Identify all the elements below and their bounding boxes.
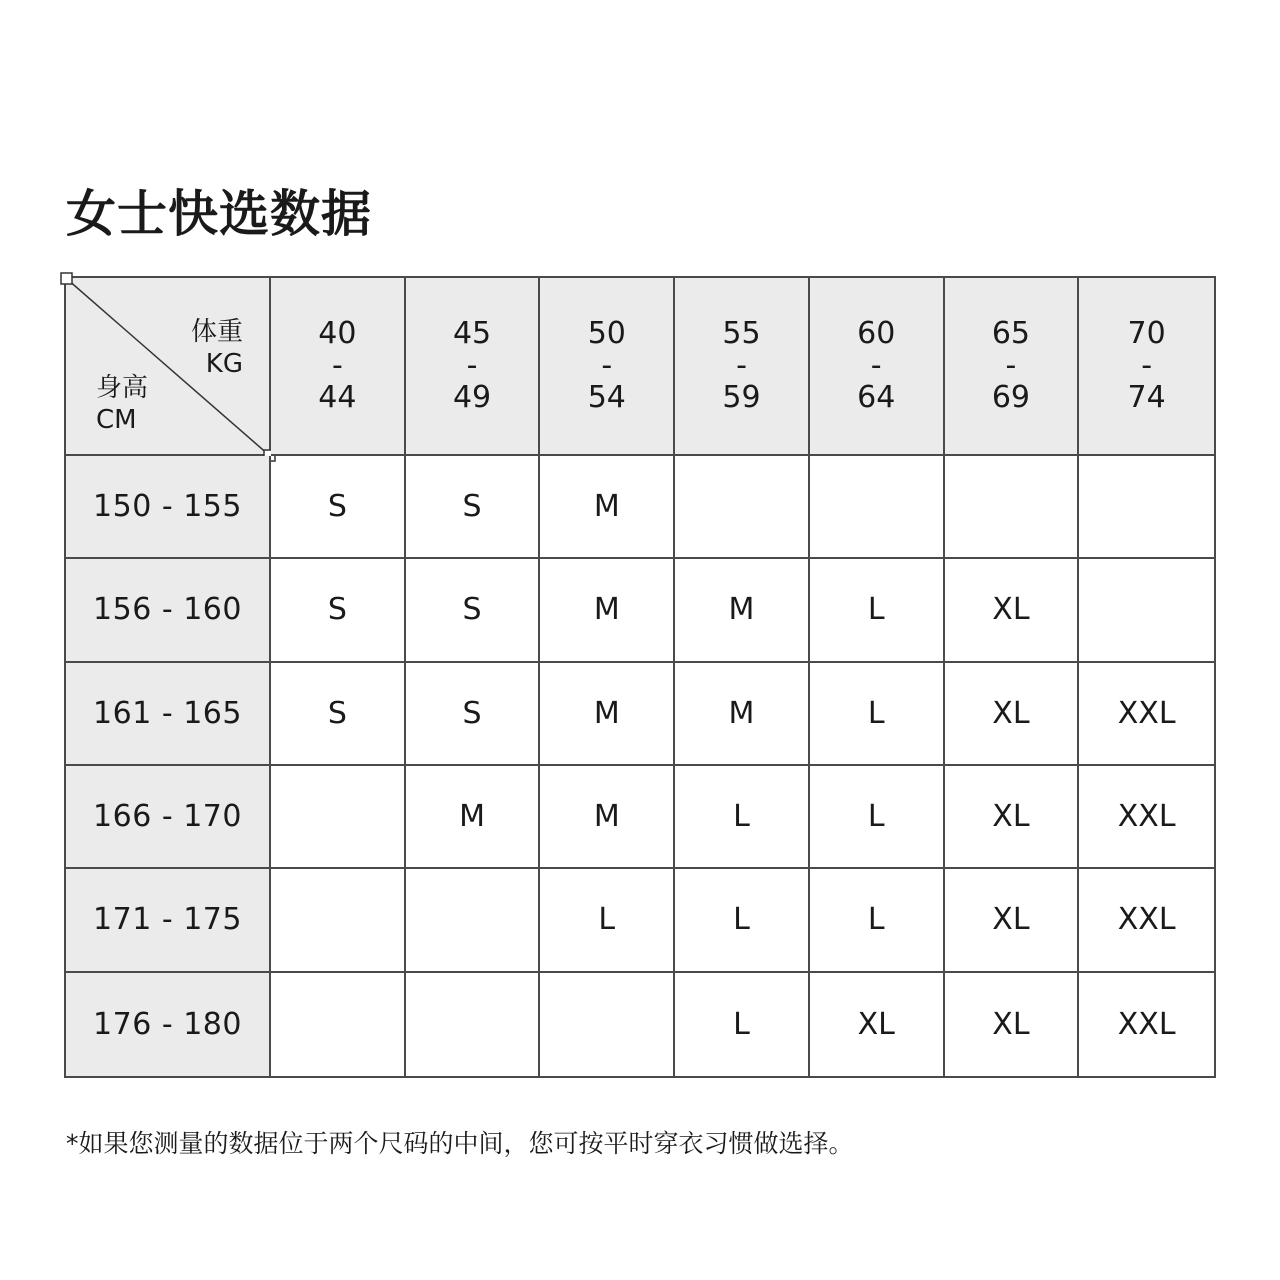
weight-range-separator: - — [601, 348, 613, 383]
size-cell: S — [406, 456, 541, 559]
size-cell: XXL — [1079, 869, 1214, 972]
weight-range-header — [406, 278, 541, 456]
weight-range-separator: - — [466, 348, 478, 383]
weight-range-header — [675, 278, 810, 456]
size-cell: L — [810, 559, 945, 662]
weight-range-from: 70 — [1127, 316, 1166, 351]
size-cell: S — [406, 559, 541, 662]
size-cell: S — [271, 559, 406, 662]
weight-range-header — [945, 278, 1080, 456]
size-cell: M — [540, 663, 675, 766]
size-cell: L — [675, 973, 810, 1076]
weight-range-to: 74 — [1127, 380, 1166, 415]
weight-range-separator: - — [736, 348, 747, 383]
footnote: *如果您测量的数据位于两个尺码的中间，您可按平时穿衣习惯做选择。 — [66, 1129, 854, 1158]
size-cell — [540, 973, 675, 1076]
height-range-header: 166 - 170 — [66, 766, 271, 869]
weight-range-separator: - — [870, 348, 882, 383]
weight-range-from: 65 — [991, 316, 1031, 351]
size-chart-table — [64, 276, 1216, 1078]
height-unit: CM — [96, 405, 137, 435]
size-cell — [675, 456, 810, 559]
height-axis-label — [96, 372, 148, 436]
weight-range-to: 54 — [587, 380, 626, 415]
height-range-header: 171 - 175 — [66, 869, 271, 972]
size-cell: XL — [945, 663, 1080, 766]
size-cell: S — [406, 663, 541, 766]
size-cell — [1079, 456, 1214, 559]
weight-range-separator: - — [1141, 348, 1153, 383]
height-range-header: 176 - 180 — [66, 973, 271, 1076]
weight-range-from: 40 — [318, 316, 357, 351]
size-cell: M — [675, 559, 810, 662]
weight-range-to: 64 — [857, 380, 896, 415]
size-cell: L — [810, 869, 945, 972]
height-range-header: 156 - 160 — [66, 559, 271, 662]
weight-range-from: 50 — [587, 316, 626, 351]
size-cell: XL — [945, 973, 1080, 1076]
weight-range-header — [271, 278, 406, 456]
size-cell: M — [675, 663, 810, 766]
size-cell: M — [540, 559, 675, 662]
size-cell — [271, 766, 406, 869]
size-cell: M — [540, 766, 675, 869]
size-cell: L — [540, 869, 675, 972]
weight-range-to: 59 — [722, 380, 761, 415]
weight-range-header — [1079, 278, 1214, 456]
size-cell: L — [675, 869, 810, 972]
weight-label: 体重 — [190, 317, 243, 347]
size-cell — [406, 973, 541, 1076]
size-cell: S — [271, 456, 406, 559]
weight-range-from: 60 — [857, 316, 896, 351]
height-label: 身高 — [96, 373, 149, 403]
weight-range-to: 69 — [991, 380, 1031, 415]
size-cell — [406, 869, 541, 972]
size-cell: XL — [945, 559, 1080, 662]
weight-range-from: 45 — [452, 316, 492, 351]
size-cell — [810, 456, 945, 559]
page-title: 女士快选数据 — [66, 185, 372, 243]
table-corner-header — [66, 278, 271, 456]
size-cell: XXL — [1117, 1006, 1176, 1042]
weight-unit: KG — [205, 349, 243, 379]
size-cell: XL — [810, 973, 945, 1076]
size-cell — [1079, 559, 1214, 662]
size-cell: S — [271, 663, 406, 766]
weight-range-separator: - — [331, 348, 343, 383]
size-cell: XL — [945, 869, 1080, 972]
size-cell — [945, 456, 1080, 559]
weight-axis-label — [191, 316, 243, 380]
size-cell: M — [540, 456, 675, 559]
size-cell: M — [406, 766, 541, 869]
weight-range-from: 55 — [722, 316, 761, 351]
weight-range-header — [540, 278, 675, 456]
size-cell: L — [810, 663, 945, 766]
size-cell: XXL — [1079, 766, 1214, 869]
size-cell: XXL — [1079, 663, 1214, 766]
weight-range-to: 49 — [452, 380, 492, 415]
weight-range-to: 44 — [318, 380, 357, 415]
size-cell — [271, 973, 406, 1076]
weight-range-separator: - — [1005, 348, 1017, 383]
height-range-header: 161 - 165 — [66, 663, 271, 766]
size-cell: XL — [945, 766, 1080, 869]
weight-range-header — [810, 278, 945, 456]
size-cell — [271, 869, 406, 972]
height-range-header: 150 - 155 — [66, 456, 271, 559]
size-cell: L — [810, 766, 945, 869]
size-cell: L — [675, 766, 810, 869]
